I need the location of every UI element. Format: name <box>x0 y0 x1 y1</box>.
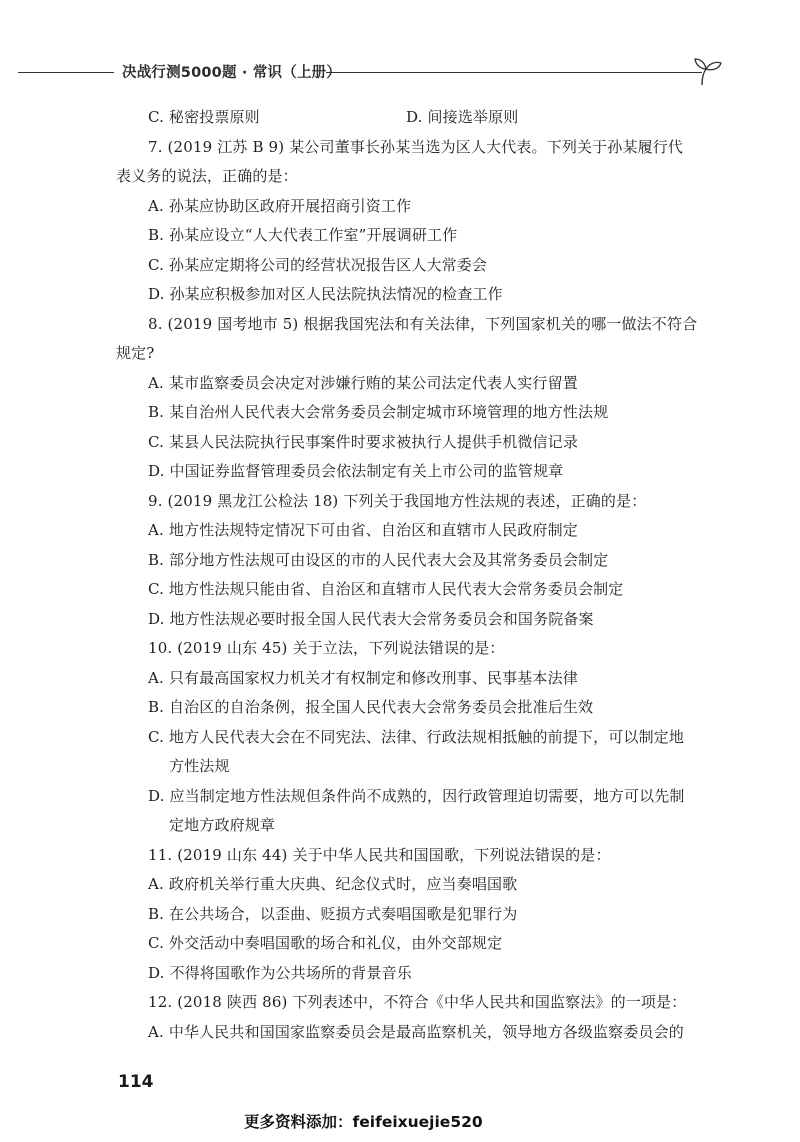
answer-option: B. 某自治州人民代表大会常务委员会制定城市环境管理的地方性法规 <box>148 403 609 421</box>
answer-option: D. 地方性法规必要时报全国人民代表大会常务委员会和国务院备案 <box>148 609 594 628</box>
answer-option: C. 地方人民代表大会在不同宪法、法律、行政法规相抵触的前提下，可以制定地 <box>148 727 685 746</box>
header-rule-right <box>326 72 702 73</box>
answer-option: B. 部分地方性法规可由设区的市的人民代表大会及其常务委员会制定 <box>148 550 609 569</box>
question-stem: 12. (2018 陕西 86) 下列表述中，不符合《中华人民共和国监察法》的一项是： <box>148 993 687 1011</box>
option-text: C. 秘密投票原则 <box>148 108 260 126</box>
question-list <box>116 103 716 1047</box>
answer-option: C. 地方性法规只能由省、自治区和直辖市人民代表大会常务委员会制定 <box>148 580 624 598</box>
question-stem: 9. (2019 黑龙江公检法 18) 下列关于我国地方性法规的表述，正确的是： <box>148 491 647 510</box>
answer-option: A. 地方性法规特定情况下可由省、自治区和直辖市人民政府制定 <box>148 521 578 539</box>
question-stem-continued: 规定? <box>116 344 155 362</box>
answer-option: D. 中国证券监督管理委员会依法制定有关上市公司的监管规章 <box>148 462 564 480</box>
running-header <box>18 56 724 92</box>
answer-option: D. 不得将国歌作为公共场所的背景音乐 <box>148 963 412 982</box>
question-stem-continued: 表义务的说法，正确的是： <box>116 167 298 185</box>
question-stem: 11. (2019 山东 44) 关于中华人民共和国国歌，下列说法错误的是： <box>148 845 611 864</box>
answer-option: B. 自治区的自治条例，报全国人民代表大会常务委员会批准后生效 <box>148 698 594 716</box>
answer-option-continued: 定地方政府规章 <box>169 816 276 834</box>
answer-option: D. 应当制定地方性法规但条件尚不成熟的，因行政管理迫切需要，地方可以先制 <box>148 786 685 805</box>
answer-option: A. 只有最高国家权力机关才有权制定和修改刑事、民事基本法律 <box>148 668 578 687</box>
answer-option: B. 孙某应设立“人大代表工作室”开展调研工作 <box>148 226 458 244</box>
footer-note: 更多资料添加：feifeixuejie520 <box>244 1113 483 1131</box>
answer-option: C. 某县人民法院执行民事案件时要求被执行人提供手机微信记录 <box>148 432 578 451</box>
answer-option: A. 政府机关举行重大庆典、纪念仪式时，应当奏唱国歌 <box>148 875 518 893</box>
page-number: 114 <box>118 1072 154 1092</box>
question-stem: 8. (2019 国考地市 5) 根据我国宪法和有关法律，下列国家机关的哪一做法不符合 <box>148 314 698 333</box>
answer-option: A. 中华人民共和国国家监察委员会是最高监察机关，领导地方各级监察委员会的 <box>148 1022 684 1041</box>
header-rule-left <box>18 72 114 73</box>
answer-option: C. 外交活动中奏唱国歌的场合和礼仪，由外交部规定 <box>148 934 503 952</box>
answer-option: A. 孙某应协助区政府开展招商引资工作 <box>148 196 412 215</box>
question-stem: 7. (2019 江苏 B 9) 某公司董事长孙某当选为区人大代表。下列关于孙某履行代 <box>148 137 684 156</box>
answer-option: D. 孙某应积极参加对区人民法院执法情况的检查工作 <box>148 285 503 303</box>
book-title: 决战行测5000题 · 常识（上册） <box>122 65 342 81</box>
answer-option: C. 孙某应定期将公司的经营状况报告区人大常委会 <box>148 255 488 274</box>
sprout-icon <box>690 56 724 86</box>
answer-option: A. 某市监察委员会决定对涉嫌行贿的某公司法定代表人实行留置 <box>148 373 578 392</box>
question-stem: 10. (2019 山东 45) 关于立法，下列说法错误的是： <box>148 639 505 657</box>
option-row <box>116 103 716 133</box>
option-text: D. 间接选举原则 <box>406 108 519 126</box>
answer-option: B. 在公共场合，以歪曲、贬损方式奏唱国歌是犯罪行为 <box>148 904 518 923</box>
answer-option-continued: 方性法规 <box>169 757 230 775</box>
